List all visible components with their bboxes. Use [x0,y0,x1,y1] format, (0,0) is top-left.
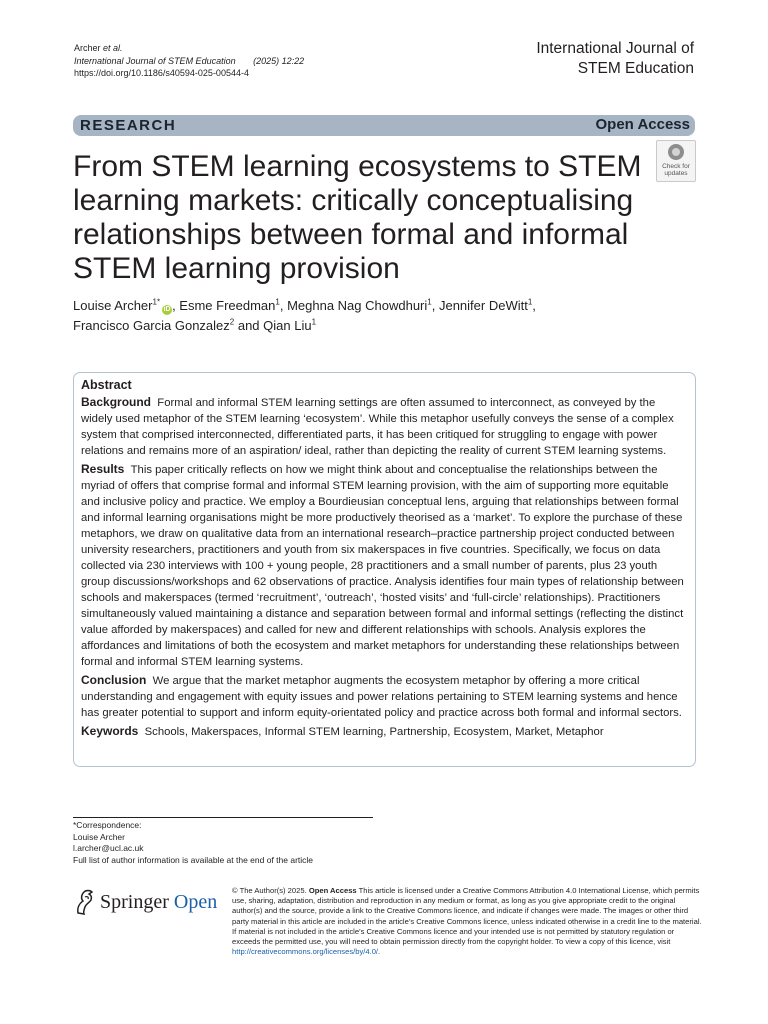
conclusion-heading: Conclusion [81,673,147,687]
journal-name [536,39,694,79]
year-volume: (2025) 12:22 [253,55,305,66]
author-name[interactable]: Qian Liu [263,318,312,333]
et-al: et al. [103,43,123,53]
conclusion-text: We argue that the market metaphor augments the ecosystem metaphor by offering a more critical understanding and engagement with equity issues and power relations pertaining to STEM learning systems and hence has greater potential to support and inform equity-orientated policy and practice across both formal and informal sectors. [81,675,682,719]
abstract-heading: Abstract [81,378,132,392]
orcid-icon[interactable]: iD [163,306,171,313]
author-affiliation: 1 [527,297,533,307]
author-affiliation: 1 [427,297,432,307]
license-link[interactable]: http://creativecommons.org/licenses/by/4.0/ [232,947,379,957]
background-text: Formal and informal STEM learning settings are often assumed to interconnect, as conveyed by the widely used metaphor of the STEM learning ‘ecosystem’. While this metaphor usefully conveys the sense of a complex system that comprised interconnected, differentiated parts, it has been critiqued for struggling to engage with power relations and remains more of an aspiration/ ideal, rather than depicting the reality of current STEM learning systems. [81,397,674,457]
article-type-label: RESEARCH [80,117,177,134]
author-name[interactable]: Louise Archer [73,298,153,313]
correspondence-name: Louise Archer [73,831,125,842]
author-affiliation: 1 [311,317,317,327]
journal-line1: International Journal of [536,40,694,57]
author-name[interactable]: Meghna Nag Chowdhuri [287,298,428,313]
article-title: From STEM learning ecosystems to STEM learning markets: critically conceptualising relationships between formal and informal STEM learning provision [73,150,642,285]
author-list: Louise Archer$^{1*}$iD , Esme Freedman$^1$, Meghna Nag Chowdhuri$^1$, Jennifer DeWitt$^1$, Francisco Garcia Gonzalez$^2$ and Qian Liu$^1$ [73,297,536,333]
badge-line2: updates [664,170,688,177]
springer-horse-icon [74,889,96,915]
badge-line1: Check for [662,163,690,170]
correspondence-label: *Correspondence: [73,820,142,830]
correspondence-footnote [73,820,313,866]
footnote-divider [73,817,373,818]
doi-link[interactable]: https://doi.org/10.1186/s40594-025-00544-4 [74,68,249,78]
journal-citation: International Journal of STEM Education [74,55,236,66]
author-info-note: Full list of author information is available at the end of the article [73,854,314,865]
keywords-heading: Keywords [81,724,139,738]
abstract-conclusion [81,672,688,721]
license-open-access: Open Access [308,886,357,895]
publisher-name-part1: Springer [100,891,169,913]
abstract-box [73,372,696,767]
abstract-results [81,461,688,670]
license-statement [232,886,702,957]
author-name[interactable]: Francisco Garcia Gonzalez [73,318,230,333]
license-text: This article is licensed under a Creative Commons Attribution 4.0 International License, which permits use, sharing, adaptation, distribution and reproduction in any medium or format, as long as you give appropriate credit to the original author(s) and the source, provide a link to the Creative Commons licence, and indicate if changes were made. The images or other third party material in this article are included in the article’s Creative Commons licence, unless indicated otherwise in a credit line to the material. If material is not included in the article’s Creative Commons licence and your intended use is not permitted by statutory regulation or exceeds the permitted use, you will need to obtain permission directly from the copyright holder. To view a copy of this licence, visit [232,886,702,947]
keywords-text: Schools, Makerspaces, Informal STEM learning, Partnership, Ecosystem, Market, Metaphor [144,726,604,738]
open-access-label: Open Access [595,116,690,133]
results-text: This paper critically reflects on how we might think about and conceptualise the relationships between the myriad of offers that comprise formal and informal STEM learning provision, with the aim of supporting more equitable and inclusive policy and practice. We employ a Bourdieusian conceptual lens, arguing that relationships between formal and informal learning organisations might be more productively theorised as a ‘market’. To explore the purchase of these metaphors, we draw on qualitative data from an international research–practice partnership project conducted between university researchers, practitioners and youth from six makerspaces in five countries. Specifically, we focus on data collected via 230 interviews with 100 + young people, 28 practitioners and a small number of parents, plus 23 youth group discussions/workshops and 62 observations of practice. Analysis identifies four main types of relationship between schools and makerspaces (termed ‘recruitment’, ‘outreach’, ‘hosted visits’ and ‘full-circle’ relationships). Practitioners simultaneously valued maintaining a distance and separation between formal and informal settings (reflecting the distinct value afforded by makerspaces) and called for new and different relationships with schools. Analysis explores the affordances and limitations of both the ecosystem and market metaphors for understanding these relationships between formal and informal STEM learning systems. [81,464,684,668]
author-name[interactable]: Esme Freedman [179,298,276,313]
journal-line2: STEM Education [577,60,694,77]
correspondence-email[interactable]: l.archer@ucl.ac.uk [73,843,144,853]
results-heading: Results [81,462,125,476]
author-affiliation: 1* [152,297,161,307]
abstract-background [81,394,688,459]
article-type-bar [73,115,695,136]
copyright-text: © The Author(s) 2025. [232,886,307,895]
abstract-keywords [81,723,688,740]
publisher-name [100,891,217,914]
article-meta [74,42,304,80]
license-end: . [378,947,381,957]
publisher-name-part2: Open [168,891,218,913]
author-short: Archer [74,43,101,53]
author-name[interactable]: Jennifer DeWitt [438,298,528,313]
background-heading: Background [81,395,152,409]
author-affiliation: 1 [275,297,280,307]
author-affiliation: 2 [229,317,235,327]
check-updates-icon [668,144,684,160]
